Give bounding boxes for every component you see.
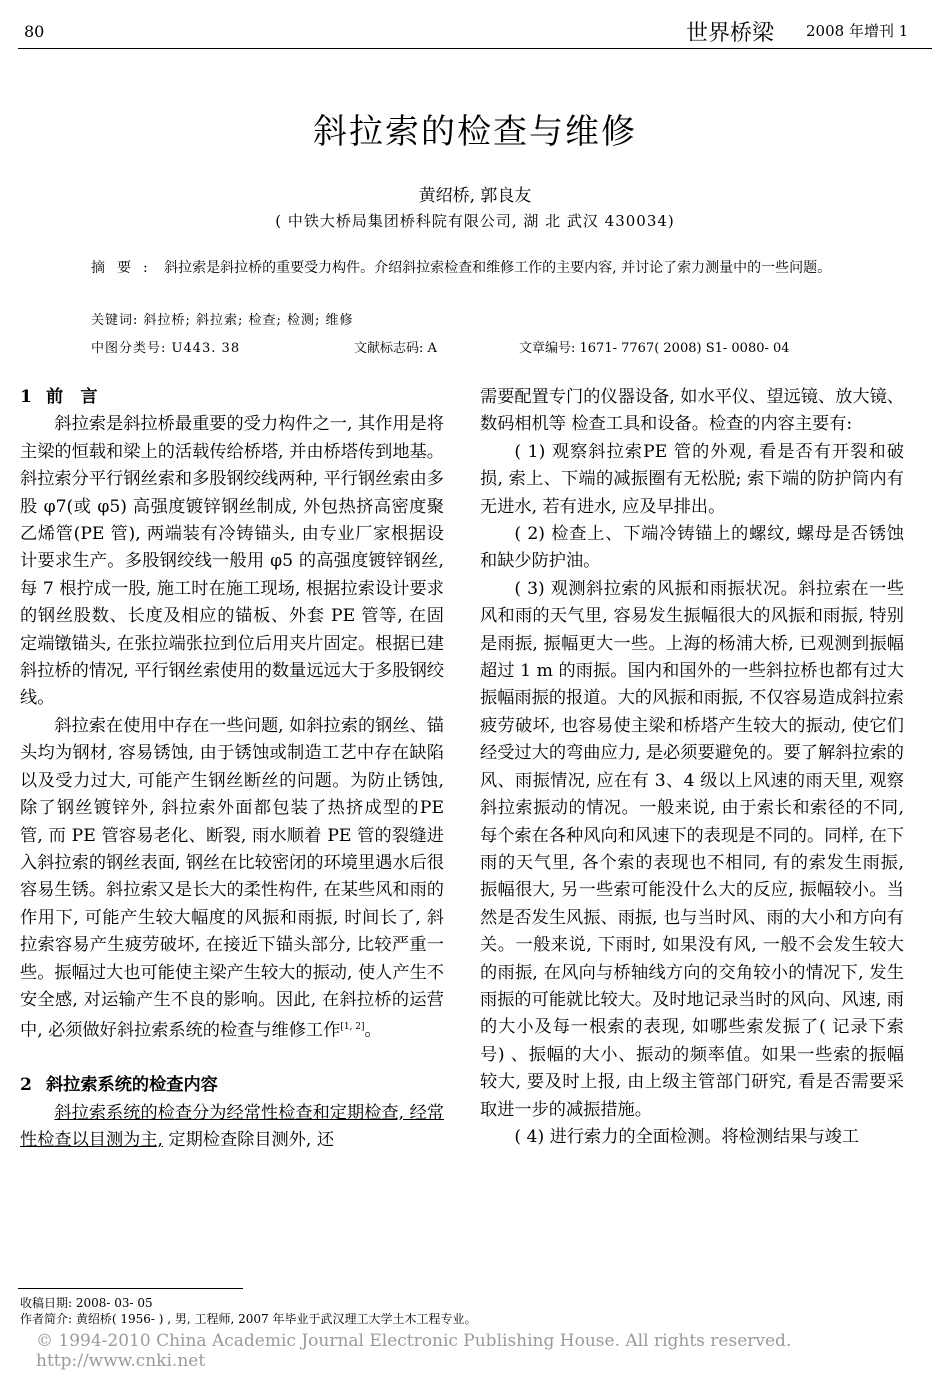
- body-paragraph: ( 3) 观测斜拉索的风振和雨振状况。斜拉索在一些风和雨的天气里, 容易发生振幅很大的风振和雨振, 特别是雨振, 振幅更大一些。上海的杨浦大桥, 已观测到振幅超过 1 m 的雨振。国内和国外的一些斜拉桥也都有过大振幅雨振的报道。大的风振和雨振, 不仅容易造成斜拉索疲劳破坏, 也容易使主梁和桥塔产生较大的振动, 使它们经受过大的弯曲应力, 是必须要避免的。要了解斜拉索的风、雨振情况, 应在有 3、4 级以上风速的雨天里, 观察斜拉索振动的情况。一般来说, 由于索长和索径的不同, 每个索在各种风向和风速下的表现是不同的。同样, 在下雨的天气里, 各个索的表现也不相同, 有的索发生雨振, 振幅很大, 另一些索可能没什么大的反应, 振幅较小。当然是否发生风振、雨振, 也与当时风、雨的大小和方向有关。一般来说, 下雨时, 如果没有风, 一般不会发生较大的雨振, 在风向与桥轴线方向的交角较小的情况下, 发生雨振的可能就比较大。及时地记录当时的风向、风速, 雨的大小及每一根索的表现, 如哪些索发振了( 记录下索号) 、振幅的大小、振动的频率值。如果一些索的振幅较大, 要及时上报, 由上级主管部门研究, 看是否需要采取进一步的减振措施。: [480, 578, 904, 1120]
- section-number: 2: [20, 1075, 32, 1096]
- section-title: 斜拉索系统的检查内容: [45, 1075, 218, 1096]
- section-heading-2: [20, 1072, 444, 1099]
- body-paragraph: ( 4) 进行索力的全面检测。将检测结果与竣工: [514, 1126, 860, 1147]
- left-column: [20, 384, 444, 1155]
- abstract: [55, 256, 885, 281]
- footnote-rule: [18, 1288, 243, 1289]
- journal-name: 世界桥梁: [686, 21, 775, 46]
- keywords: 关键词: 斜拉桥; 斜拉索; 检查; 检测; 维修: [91, 313, 354, 328]
- affiliation: ( 中铁大桥局集团桥科院有限公司, 湖 北 武汉 430034): [275, 212, 675, 230]
- abstract-label: 摘要:: [91, 260, 160, 276]
- abstract-text: 斜拉索是斜拉桥的重要受力构件。介绍斜拉索检查和维修工作的主要内容, 并讨论了索力测量中的一些问题。: [164, 260, 832, 276]
- body-paragraph: 斜拉索是斜拉桥最重要的受力构件之一, 其作用是将主梁的恒载和梁上的活载传给桥塔, 并由桥塔传到地基。斜拉索分平行钢丝索和多股钢绞线两种, 平行钢丝索由多股 φ7(或 φ5) 高强度镀锌钢丝制成, 外包热挤高密度聚乙烯管(PE 管), 两端装有冷铸锚头, 由专业厂家根据设计要求生产。多股钢绞线一般用 φ5 的高强度镀锌钢丝, 每 7 根拧成一股, 施工时在施工现场, 根据拉索设计要求的钢丝股数、长度及相应的锚板、外套 PE 管等, 在固定端镦锚头, 在张拉端张拉到位后用夹片固定。根据已建斜拉桥的情况, 平行钢丝索使用的数量远远大于多股钢绞线。: [20, 414, 444, 709]
- received-date: 收稿日期: 2008- 03- 05: [20, 1296, 153, 1310]
- page-number: 80: [24, 22, 45, 41]
- author-bio: 作者简介: 黄绍桥( 1956- ) , 男, 工程师, 2007 年毕业于武汉理工大学土木工程专业。: [20, 1312, 477, 1326]
- right-column: [480, 384, 904, 1151]
- body-paragraph: 需要配置专门的仪器设备, 如水平仪、望远镜、放大镜、数码相机等 检查工具和设备。检查的内容主要有:: [480, 387, 904, 435]
- body-paragraph: [20, 1100, 444, 1155]
- paragraph-text: 斜拉索在使用中存在一些问题, 如斜拉索的钢丝、锚头均为钢材, 容易锈蚀, 由于锈蚀或制造工艺中存在缺陷以及受力过大, 可能产生钢丝断丝的问题。为防止锈蚀, 除了钢丝镀锌外, 斜拉索外面都包装了热挤成型的PE 管, 而 PE 管容易老化、断裂, 雨水顺着 PE 管的裂缝进入斜拉索的钢丝表面, 钢丝在比较密闭的环境里遇水后很容易生锈。斜拉索又是长大的柔性构件, 在某些风和雨的作用下, 可能产生较大幅度的风振和雨振, 时间长了, 斜拉索容易产生疲劳破坏, 在接近下锚头部分, 比较严重一些。振幅过大也可能使主梁产生较大的振动, 使人产生不安全感, 对运输产生不良的影响。因此, 在斜拉桥的运营中, 必须做好斜拉索系统的检查与维修工作: [20, 715, 444, 1042]
- body-paragraph: ( 1) 观察斜拉索PE 管的外观, 看是否有开裂和破损, 索上、下端的减振圈有无松脱; 索下端的防护筒内有无进水, 若有进水, 应及早排出。: [480, 441, 904, 517]
- article-number: 文章编号: 1671- 7767( 2008) S1- 0080- 04: [519, 341, 790, 356]
- paragraph-end: 。: [364, 1021, 382, 1042]
- body-paragraph: ( 2) 检查上、下端冷铸锚上的螺纹, 螺母是否锈蚀和缺少防护油。: [480, 524, 904, 572]
- classification-number: 中图分类号: U443. 38: [91, 341, 241, 356]
- citation-ref: [1, 2]: [340, 1022, 365, 1033]
- document-code: 文献标志码: A: [354, 341, 437, 356]
- section-heading-1: [20, 384, 444, 411]
- section-number: 1: [20, 387, 32, 407]
- underlined-text: 斜拉索系统的检查分为经常性检查和定期检查, 经常性检查以目测为主,: [20, 1102, 444, 1151]
- body-paragraph: [20, 713, 444, 1046]
- article-title: 斜拉索的检查与维修: [313, 112, 637, 152]
- section-title: 前 言: [45, 387, 98, 407]
- header-rule: [18, 48, 932, 49]
- authors: 黄绍桥, 郭良友: [418, 186, 532, 206]
- journal-issue: 2008 年增刊 1: [806, 22, 909, 40]
- copyright-notice: © 1994-2010 China Academic Journal Electronic Publishing House. All rights reserved. http://www.cnki.net: [36, 1331, 814, 1371]
- paragraph-text: 定期检查除目测外, 还: [162, 1130, 335, 1151]
